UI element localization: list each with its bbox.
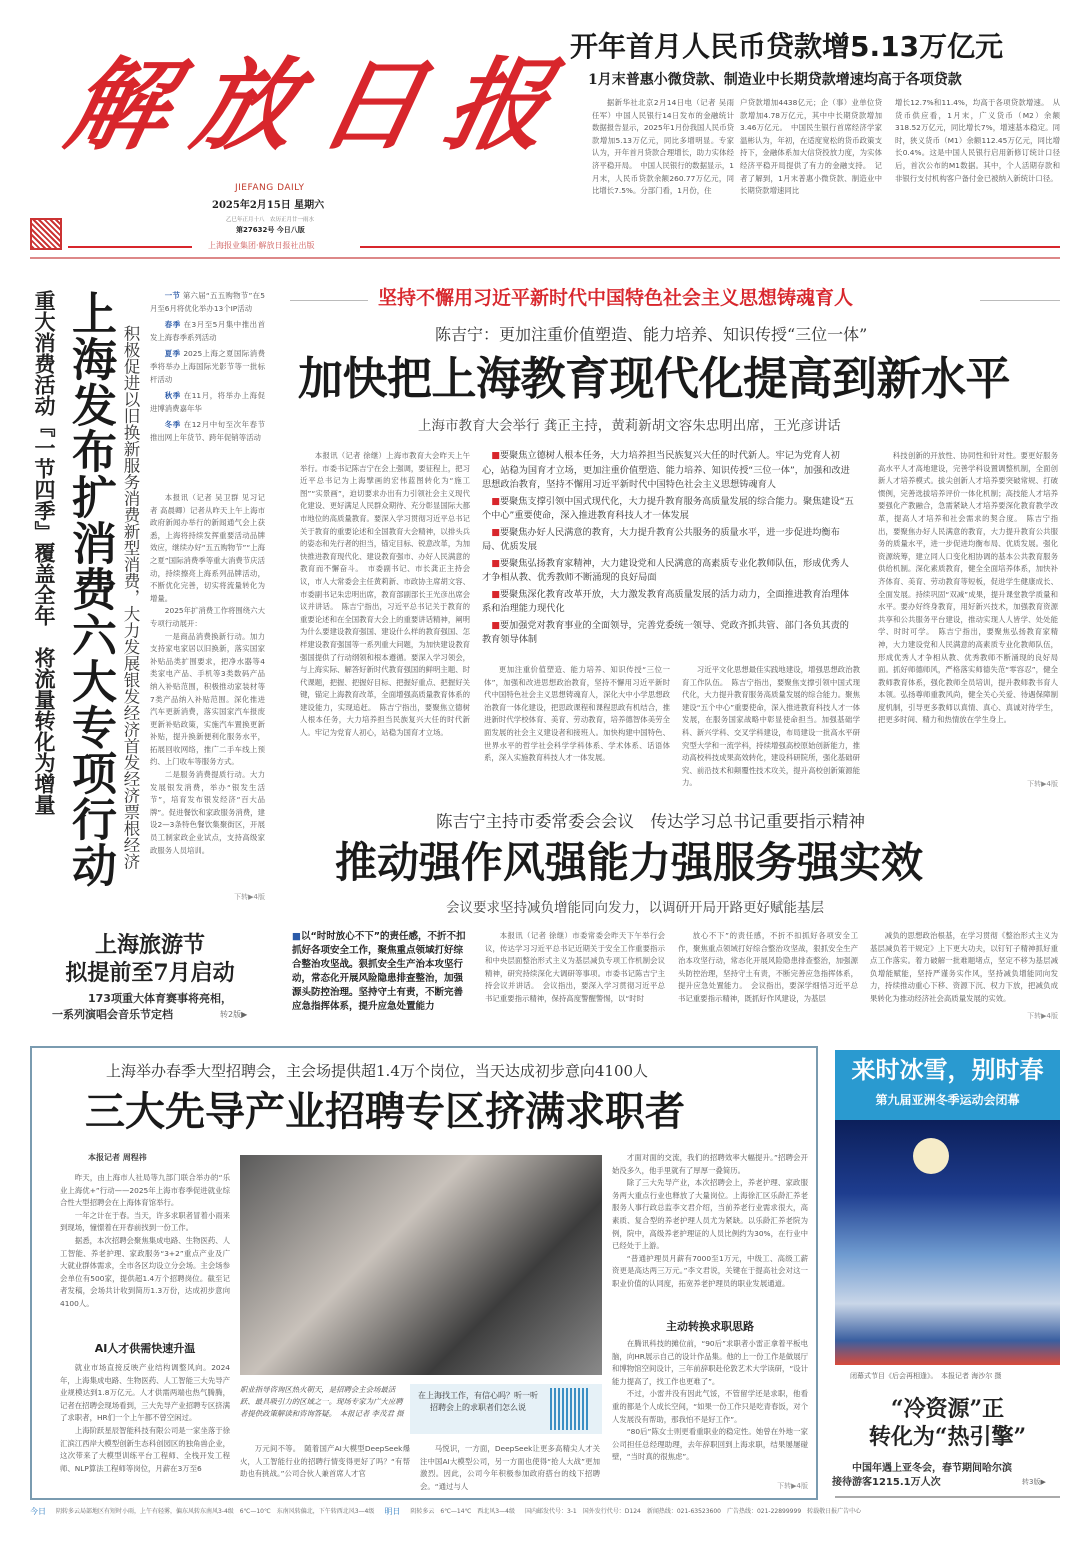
winter-rule bbox=[835, 1496, 1060, 1498]
jobs-col-4b: 在腾讯科技的摊位前，“90后”求职者小雷正拿着平板电脑，向HR展示自己的设计作品集。他的上一份工作是做展厅和博物馆空间设计，三年前辞职赴伦敦艺术大学读研，“设计能力提高了，找工作也更难了”。 不过，小雷并没有因此气馁，不管留学还是求职，他看重的都是个人成长空间，“如果一份工作只是吃青春饭，对个人发展没有帮助，那我怕不是好工作”。 “80后”陈女士则更看重职业的稳定性。她曾在外地一家公司担任总经理助理，去年辞职回到上海求职，结果屡屡碰壁，“当时真的很焦虑”。 bbox=[612, 1339, 808, 1462]
footer-today-label: 今日 bbox=[30, 1507, 46, 1516]
bullet-item: ■ 要聚焦支撑引领中国式现代化，大力提升教育服务高质量发展的综合能力。聚焦建设“五个中心”重要使命，深入推进教育科技人才一体发展 bbox=[482, 495, 858, 524]
bullet-item: ■ 要聚焦深化教育改革开放，大力激发教育高质量发展的活力动力，全面推进教育治理体系和治理能力现代化 bbox=[482, 588, 858, 617]
masthead-english: JIEFANG DAILY bbox=[235, 183, 305, 193]
education-col-3: 科技创新的开放性、协同性和针对性。要更好服务高水平人才高地建设，完善学科设置调整机制，全面创新人才培养模式。拔尖创新人才培养要突破常规、打破惯例，完善选拔培养评价一体化机制；高技能人才培养要强化产教融合，急需紧缺人才培养要深化教育教学改革，提高人才培养和社会需求的契合度。 陈吉宁指出，要聚焦办好人民满意的教育，大力提升教育公共服务的质量水平，进一步促进均衡布局、优质发展。强化资源统筹，建立同人口变化相协调的基本公共教育服务供给机制。深化素质教育，健全全面培养体系，加快补齐体育、美育、劳动教育等短板，促进学生健康成长、全面发展。持续巩固“双减”成果，提升课堂教学质量和水平。要办好终身教育，用好新兴技术，加强教育资源共享和公共服务平台建设，推动实现人人皆学、处处能学、时时可学。 陈吉宁指出，要聚焦弘扬教育家精神，大力建设党和人民满意的高素质专业化教师队伍，形成优秀人才争相从教、优秀教师不断涌现的良好局面。抓好师德师风，严格落实师德失范“零容忍”，健全教师教育体系，强化教师全员培训，提升教师教书育人本领。弘扬尊师重教风尚，健全关心关爱、待遇保障制度机制，引导更多教师以真情、真心、真诚对待学生，把更多时间、精力和热情放在学生身上。 bbox=[878, 451, 1058, 725]
moon-shape bbox=[913, 1138, 949, 1174]
season-item: 春季 在3月至5月集中推出首发上海春季系列活动 bbox=[150, 320, 265, 342]
work-style-col-1: 本报讯（记者 徐继）市委常委会昨天下午举行会议，传达学习习近平总书记近期关于安全工作重要指示和中央层面整治形式主义为基层减负专项工作机制会议精神，研究持续深化大调研等事项。市委书记陈吉宁主持会议并讲话。 会议指出，要深入学习贯彻习近平总书记重要指示精神，保持高度警醒警惕，以“时时 bbox=[485, 931, 665, 1003]
jobs-col-2: 万元间不等。 随着国产AI大模型DeepSeek爆火，人工智能行业的招聘行情变得更好了吗？“有帮助也有挑战。”公司合伙人兼首席人才官 bbox=[240, 1444, 410, 1479]
work-style-lead: ■以“时时放心不下”的责任感，不折不扣抓好各项安全工作，聚焦重点领域打好综合整治攻坚战。狠抓安全生产治本攻坚行动，常态化开展风险隐患排查整治，加强源头防控治理。坚持守土有责，不断完善应急指挥体系，提升应急处置能力 bbox=[292, 931, 466, 1012]
footer-tomorrow-weather: 阴转多云 6℃—14℃ 西北风3—4级 bbox=[410, 1508, 515, 1515]
tourism-sub-1: 173项重大体育赛事将亮相， bbox=[88, 992, 232, 1005]
top-story-col-1: 据新华社北京2月14日电（记者 吴雨 任军）中国人民银行14日发布的金融统计数据报告显示，2025年1月份我国人民币贷款增加5.13万亿元，同比多增明显。专家认为，开年首月贷款合理增长，助力实体经济平稳开局。 中国人民银行的数据显示，1月末，人民币贷款余额260.77万亿元，同比增长7.5%。分部门看，1月份，住 bbox=[592, 98, 734, 196]
winter-headline-2[interactable]: 转化为“热引擎” bbox=[868, 1424, 1027, 1450]
footer bbox=[30, 1507, 1070, 1517]
kicker-rule-right bbox=[980, 300, 1060, 301]
top-story-col-3: 增长12.7%和11.4%，均高于各项贷款增速。 从货币供应看，1月末，广义货币（M2）余额318.52万亿元，同比增长7%，增速基本稳定。同时，狭义货币（M1）余额112.45万亿元，同比增长0.4%。这是中国人民银行启用新修订统计口径后，首次公布的M1数据。其中，个人活期存款和非银行支付机构客户备付金已被纳入新统计口径。 bbox=[895, 98, 1060, 183]
footer-codes: 国内邮发代号：3-1 国外发行代号：D124 新闻热线：021-63523600 广告热线：021-22899999 转载敬日报广告中心 bbox=[524, 1508, 862, 1515]
consumption-body: 本报讯（记者 吴卫群 见习记者 高晨卿）记者从昨天上午上海市政府新闻办举行的新闻通气会上获悉，上海将持续发挥重要活动品牌效应，继续办好“五五购物节”“上海之夏”国际消费季等重大消费节庆活动，持续擦亮上海系列品牌活动，不断优化完善，切实将流量转化为增量。 2025年扩消费工作将围绕六大专项行动展开： 一是商品消费换新行动。加力支持家电家居以旧换新，落实国家补贴品类扩围要求，把净水器等4类家电产品、手机等3类数码产品纳入补贴范围，积极推动家装材等7类产品纳入补贴范围。深化推进汽车更新消费，落实国家汽车报废更新补贴政策，实施汽车置换更新补贴，提升换新便利化服务水平，拓展回收网络，推广二手车线上预约、上门收车等服务方式。 二是服务消费提质行动。大力发展银发消费，举办“银发生活节”，培育发布银发经济“百大品牌”。促进餐饮和家政服务消费，建设2—3条特色餐饮集聚街区，开展员工制家政企业试点，支持高级家政服务人员培训。 bbox=[150, 493, 265, 855]
education-pre-title: 陈吉宁：更加注重价值塑造、能力培养、知识传授“三位一体” bbox=[435, 325, 868, 344]
work-style-kicker: 陈吉宁主持市委常委会会议 传达学习总书记重要指示精神 bbox=[436, 812, 865, 831]
qr-promo-text: 在上海找工作，有信心吗？听一听招聘会上的求职者们怎么说 bbox=[418, 1391, 538, 1412]
jobs-photo-caption: 职业指导咨询区热火朝天，是招聘会主会场最活跃、最具吸引力的区域之一。现场专家为广大应聘者提供政策解读和咨询答疑。 本报记者 李茂君 摄 bbox=[240, 1385, 404, 1418]
consumption-headline[interactable]: 上海发布扩消费六大专项行动 bbox=[64, 290, 117, 888]
consumption-seasons bbox=[150, 290, 265, 445]
winter-headline-1[interactable]: “冷资源”正 bbox=[890, 1396, 1005, 1422]
jobs-continued[interactable]: 下转▶4版 bbox=[777, 1482, 808, 1490]
education-subline: 上海市教育大会举行 龚正主持，黄莉新胡文容朱忠明出席，王光彦讲话 bbox=[418, 418, 841, 434]
winter-photo-caption: 闭幕式节目《后会再相逢》。 本报记者 海沙尔 摄 bbox=[850, 1372, 1002, 1380]
education-bullets bbox=[482, 449, 858, 650]
masthead-issue: 第27632号 今日八版 bbox=[236, 226, 305, 234]
season-item: 夏季 2025上海之夏国际消费季将举办上海国际光影节等一批标杆活动 bbox=[150, 349, 265, 384]
qr-code[interactable] bbox=[550, 1388, 590, 1430]
winter-sub: 中国年遇上亚冬会，春节期间哈尔滨接待游客1215.1万人次 bbox=[832, 1463, 1012, 1488]
bullet-item: ■ 要聚焦弘扬教育家精神，大力建设党和人民满意的高素质专业化教师队伍，形成优秀人才争相从教、优秀教师不断涌现的良好局面 bbox=[482, 557, 858, 586]
consumption-inner-title: 积极促进以旧换新服务消费新型消费，大力发展银发经济首发经济票根经济 bbox=[121, 325, 140, 870]
qr-code[interactable] bbox=[30, 218, 62, 250]
jobs-col-1b: 就业市场直接反映产业结构调整风向。2024年，上海集成电路、生物医药、人工智能三大先导产业规模达到1.8万亿元。人才供需两端也热气腾腾，记者在招聘会现场看到，三大先导产业招聘专区挤满了求职者，HR们一个上午都不曾空闲过。 上海阶跃星辰智能科技有限公司是一家坐落于徐汇滨江西岸大模型创新生态科创园区的独角兽企业，这次带来了大模型训练平台工程师、全栈开发工程师、NLP算法工程师等岗位，月薪在3万至6 bbox=[60, 1363, 230, 1473]
season-item: 冬季 在12月中旬至次年春节推出网上年货节、跨年促销等活动 bbox=[150, 420, 265, 442]
jobs-pre-title: 上海举办春季大型招聘会，主会场提供超1.4万个岗位，当天达成初步意向4100人 bbox=[106, 1062, 649, 1080]
top-story-subtitle: 1月末普惠小微贷款、制造业中长期贷款增速均高于各项贷款 bbox=[588, 72, 962, 88]
winter-subtitle: 第九届亚洲冬季运动会闭幕 bbox=[875, 1093, 1020, 1107]
tourism-continued[interactable]: 转2版▶ bbox=[220, 1010, 248, 1019]
masthead-lunar: 乙巳年正月十八 农历正月廿一雨水 bbox=[226, 217, 315, 223]
winter-continued[interactable]: 转3版▶ bbox=[1022, 1478, 1046, 1486]
work-style-col-2: 放心不下”的责任感，不折不扣抓好各项安全工作，聚焦重点领域打好综合整治攻坚战，狠抓安全生产治本攻坚行动，常态化开展风险隐患排查整治，加强源头防控治理，坚持守土有责，不断完善应急指挥体系，提升应急处置能力。 会议指出，要深学细悟习近平总书记重要指示精神，既抓好作风建设，为基层 bbox=[678, 931, 858, 1003]
masthead-rule-right bbox=[360, 246, 1060, 248]
consumption-side-title: 重大消费活动『一节四季』覆盖全年 将流量转化为增量 bbox=[32, 290, 57, 815]
bullet-item: ■ 要聚焦办好人民满意的教育，大力提升教育公共服务的质量水平，进一步促进均衡布局、优质发展 bbox=[482, 526, 858, 555]
jobs-col-1: 昨天，由上海市人社局等九部门联合举办的“乐业上海优+”行动——2025年上海市春季促进就业综合性大型招聘会在上海体育馆举行。 一年之计在于春。当天，许多求职者冒着小雨来到现场，憧憬着在开春前找到一份工作。 据悉，本次招聘会聚焦集成电路、生物医药、人工智能、养老护理、家政服务“3+2”重点产业及广大就业群体需求，全市各区均设立分会场。主会场参会单位有500家，提供超1.4万个招聘岗位。截至记者发稿，会场共计收到简历1.3万份，达成初步意向4100人。 bbox=[60, 1173, 230, 1308]
bullet-item: ■ 要聚焦立德树人根本任务，大力培养担当民族复兴大任的时代新人。牢记为党育人初心，站稳为国育才立场，更加注重价值塑造、能力培养、知识传授“三位一体”，加强和改进思想政治教育，坚持不懈用习近平新时代中国特色社会主义思想铸魂育人 bbox=[482, 449, 858, 493]
education-kicker: 坚持不懈用习近平新时代中国特色社会主义思想铸魂育人 bbox=[378, 287, 854, 309]
top-story-col-2: 户贷款增加4438亿元；企（事）业单位贷款增加4.78万亿元，其中中长期贷款增加3.46万亿元。 中国民生银行首席经济学家温彬认为，年初，在适度宽松的货币政策支持下，金融体系加大信贷投放力度，为实体经济平稳开局提供了有力的金融支持。 记者了解到，1月末普惠小微贷款、制造业中长期贷款增速同比 bbox=[740, 98, 882, 196]
jobs-section-heading-2: 主动转换求职思路 bbox=[666, 1320, 754, 1333]
season-item: 秋季 在11月，将举办上海促进博消费嘉年华 bbox=[150, 391, 265, 413]
job-fair-photo bbox=[240, 1155, 602, 1375]
masthead-logo: 解放日报 bbox=[57, 46, 587, 164]
jobs-section-heading-1: AI人才供需快速升温 bbox=[94, 1342, 196, 1355]
masthead-underline bbox=[30, 257, 1060, 259]
jobs-col-3: 马悦识，一方面，DeepSeek让更多高精尖人才关注中国AI大模型公司，另一方面也使得“抢人大战”更加激烈。因此，公司今年积极参加政府搭台的线下招聘会。“通过与人 bbox=[420, 1444, 600, 1491]
work-style-subline: 会议要求坚持减负增能同向发力，以调研开局开路更好赋能基层 bbox=[446, 900, 824, 916]
kicker-rule-left bbox=[290, 300, 368, 301]
bullet-item: ■ 要加强党对教育事业的全面领导，完善党委统一领导、党政齐抓共管、部门各负其责的教育领导体制 bbox=[482, 619, 858, 648]
masthead-rule-left bbox=[68, 246, 192, 248]
work-style-headline[interactable]: 推动强作风强能力强服务强实效 bbox=[335, 838, 924, 887]
masthead-date: 2025年2月15日 星期六 bbox=[212, 200, 325, 211]
education-col-2b: 习近平文化思想最佳实践地建设，增强思想政治教育工作队伍。 陈吉宁指出，要聚焦支撑引领中国式现代化，大力提升教育服务高质量发展的综合能力。聚焦建设“五个中心”重要使命，深入推进教育科技人才一体发展，在服务国家战略中彰显使命担当。加强基础学科、新兴学科、交叉学科建设，布局建设一批高水平研究型大学和一流学科，持续增强高校原始创新能力，推动高校科技成果高效转化，建设科研院所，强化基础研究、前沿技术和颠覆性技术攻关，提升高校创新策源能力。 bbox=[682, 665, 860, 788]
work-style-col-3: 减负的思想政治根基，在学习贯彻《整治形式主义为基层减负若干规定》上下更大功夫，以钉钉子精神抓好重点工作落实。着力破解一批难题堵点，坚定不移为基层减负增能赋能，坚持严谨务实作风，坚持减负增能同向发力，持续推动重心下移、资源下沉、权力下放，把减负成果转化为推动经济社会高质量发展的实效。 bbox=[870, 931, 1058, 1003]
footer-tomorrow-label: 明日 bbox=[384, 1507, 401, 1516]
education-headline[interactable]: 加快把上海教育现代化提高到新水平 bbox=[298, 352, 1011, 405]
tourism-sub-2: 一系列演唱会音乐节定档 bbox=[52, 1008, 173, 1021]
tourism-headline-2[interactable]: 拟提前至7月启动 bbox=[65, 960, 235, 986]
winter-title[interactable]: 来时冰雪，别时春 bbox=[851, 1055, 1044, 1084]
jobs-headline[interactable]: 三大先导产业招聘专区挤满求职者 bbox=[85, 1089, 685, 1135]
consumption-continued[interactable]: 下转▶4版 bbox=[234, 893, 265, 901]
tourism-headline-1[interactable]: 上海旅游节 bbox=[94, 932, 205, 958]
masthead-publisher: 上海报业集团·解放日报社出版 bbox=[208, 241, 315, 250]
closing-ceremony-photo bbox=[835, 1120, 1060, 1365]
jobs-col-4: 才面对面的交流，我们的招聘效率大幅提升。”招聘会开始没多久，他手里就有了厚厚一叠简历。 除了三大先导产业，本次招聘会上，养老护理、家政服务两大重点行业也释放了大量岗位。上海徐汇区乐龄汇养老服务人事行政总监李文君介绍，当前养老行业需求很大，高素质、复合型的养老护理人员尤为紧缺。以乐龄汇养老院为例，院中，高级养老护理证的人员比例约为30%，在行业中已经处于上游。 “普通护理员月薪有7000至1万元，中级工、高级工薪资更是高达两三万元。”李文君说，关键在于提高社会对这一职业价值的认同度，拓宽养老护理员的职业发展通道。 bbox=[612, 1153, 808, 1288]
work-style-continued[interactable]: 下转▶4版 bbox=[1027, 1012, 1058, 1020]
top-story-title[interactable]: 开年首月人民币贷款增5.13万亿元 bbox=[570, 30, 1004, 63]
jobs-byline: 本报记者 周程祎 bbox=[88, 1153, 147, 1162]
footer-today-weather: 阴转多云局部地区有短时小雨，上午有轻雾，偏东风转东南风3-4级 6℃—10℃ 东南风转偏北，下午转西北风3—4级 bbox=[56, 1508, 375, 1515]
education-col-2a: 更加注重价值塑造、能力培养、知识传授“三位一体”，加强和改进思想政治教育，坚持不懈用习近平新时代中国特色社会主义思想铸魂育人，深化大中小学思想政治教育一体化建设，把思政课程和课程思政有机结合，推进新时代学校体育、美育、劳动教育，培养德智体美劳全面发展的社会主义建设者和接班人。加快构建中国特色、世界水平的哲学社会科学学科体系、学术体系、话语体系，深入实施教育科技人才一体发展。 bbox=[484, 665, 670, 763]
education-continued[interactable]: 下转▶4版 bbox=[1027, 780, 1058, 788]
education-col-1: 本报讯（记者 徐继）上海市教育大会昨天上午举行。市委书记陈吉宁在会上强调，要征程上，把习近平总书记为上海擘画的宏伟蓝图转化为“施工图”“实景画”，迫切要求办出有力引领社会主义现代化建设、更好满足人民群众期待、充分彰显国际大都市地位的高质量教育。要深入学习贯彻习近平总书记关于教育的重要论述和全国教育大会精神，以排头兵的姿态和先行者的担当，锚定目标、锐意改革，为加快推进教育现代化、建设教育强市、办好人民满意的教育而不懈奋斗。 市委副书记、市长龚正主持会议，市人大常委会主任黄莉新、市政协主席胡文容、市委副书记朱忠明出席，教育部副部长王光彦出席会议并讲话。 陈吉宁指出，习近平总书记关于教育的重要论述和在全国教育大会上的重要讲话精神，阐明为什么要建设教育强国、建设什么样的教育强国、怎样建设教育强国等一系列重大问题，为加快建设教育强国提供了行动纲领和根本遵循。要深入学习领会，与上海实际、解答好新时代教育强国的鲜明主题、时代课题，把握、把握好目标、把握好重点、把握好关键，锚定上海教育改革，全面增强高质量教育体系的建设能力，实现追赶。 陈吉宁指出，要聚焦立德树人根本任务，大力培养担当民族复兴大任的时代新人。牢记为党育人初心，站稳为国育才立场。 bbox=[300, 451, 470, 738]
season-item: 一节 第六届“五五购物节”在5月至6月将优化举办13个IP活动 bbox=[150, 291, 265, 313]
